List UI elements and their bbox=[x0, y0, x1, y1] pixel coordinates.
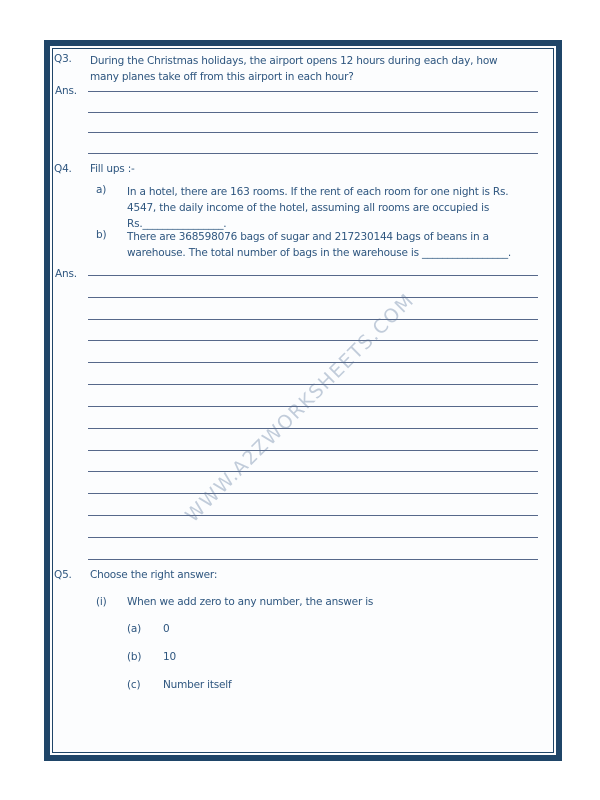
q4-item-a-text bbox=[127, 184, 508, 232]
answer-line bbox=[88, 538, 538, 560]
q5-sub-text: When we add zero to any number, the answer is bbox=[127, 596, 374, 608]
answer-line bbox=[88, 516, 538, 538]
q4-label: Q4. bbox=[54, 163, 72, 175]
answer-line bbox=[88, 407, 538, 429]
worksheet-content bbox=[50, 46, 556, 755]
q5-label: Q5. bbox=[54, 569, 72, 581]
q5-option-b-text: 10 bbox=[163, 651, 176, 663]
q3-label: Q3. bbox=[54, 53, 72, 65]
answer-line bbox=[88, 320, 538, 342]
answer-line bbox=[88, 341, 538, 363]
answer-line bbox=[88, 494, 538, 516]
q5-option-c-letter: (c) bbox=[127, 679, 141, 691]
answer-line bbox=[88, 92, 538, 113]
answer-line bbox=[88, 451, 538, 473]
answer-line bbox=[88, 385, 538, 407]
q3-ans-label: Ans. bbox=[55, 85, 77, 97]
q5-option-a-letter: (a) bbox=[127, 623, 142, 635]
q5-option-a-text: 0 bbox=[163, 623, 170, 635]
answer-line bbox=[88, 363, 538, 385]
q4-item-b-letter: b) bbox=[96, 229, 107, 241]
q4-item-a-line-2: 4547, the daily income of the hotel, assuming all rooms are occupied is bbox=[127, 202, 490, 214]
q4-item-b-line-1: There are 368598076 bags of sugar and 217230144 bags of beans in a bbox=[127, 231, 489, 243]
answer-line bbox=[88, 276, 538, 298]
q3-question-line-1: During the Christmas holidays, the airport opens 12 hours during each day, how bbox=[90, 55, 498, 67]
q4-item-a-line-1: In a hotel, there are 163 rooms. If the rent of each room for one night is Rs. bbox=[127, 186, 509, 198]
q4-title: Fill ups :- bbox=[90, 163, 135, 175]
watermark-text: WWW.A2ZWORKSHEETS.COM bbox=[181, 289, 419, 527]
q5-option-c-text: Number itself bbox=[163, 679, 232, 691]
q3-answer-lines bbox=[88, 71, 538, 154]
q3-question-line-2: many planes take off from this airport in each hour? bbox=[90, 71, 354, 83]
answer-line bbox=[88, 254, 538, 276]
answer-line bbox=[88, 133, 538, 154]
q5-sub-numeral: (i) bbox=[96, 596, 107, 608]
answer-line bbox=[88, 429, 538, 451]
worksheet-frame bbox=[44, 40, 562, 761]
answer-line bbox=[88, 113, 538, 134]
q4-answer-lines bbox=[88, 254, 538, 560]
answer-line bbox=[88, 298, 538, 320]
q4-item-a-line-3: Rs.________________. bbox=[127, 218, 227, 230]
q5-option-b-letter: (b) bbox=[127, 651, 142, 663]
q4-item-b-line-2: warehouse. The total number of bags in the warehouse is _________________. bbox=[127, 247, 512, 259]
q5-title: Choose the right answer: bbox=[90, 569, 218, 581]
q4-ans-label: Ans. bbox=[55, 268, 77, 280]
q4-item-a-letter: a) bbox=[96, 184, 107, 196]
answer-line bbox=[88, 472, 538, 494]
answer-line bbox=[88, 71, 538, 92]
